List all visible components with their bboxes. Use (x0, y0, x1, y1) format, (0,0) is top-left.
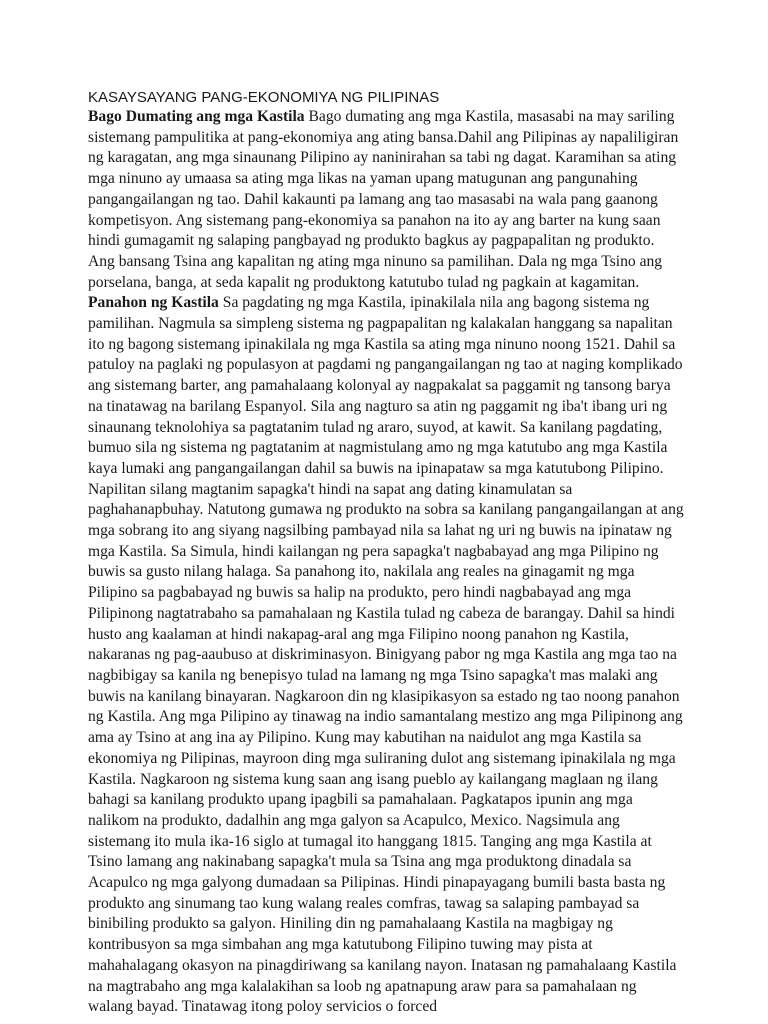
section-title-panahon-ng-kastila: Panahon ng Kastila (88, 294, 219, 312)
section-title-bago-dumating: Bago Dumating ang mga Kastila (88, 108, 305, 125)
document-body (88, 107, 684, 1018)
document-heading: KASAYSAYANG PANG-EKONOMIYA NG PILIPINAS (88, 89, 440, 106)
section-text-panahon-ng-kastila: Sa pagdating ng mga Kastila, ipinakilala nila ang bagong sistema ng pamilihan. Nagmula sa simpleng sistema ng pagpapalitan ng kalakalan hanggang sa napalitan ito ng bagong sistemang ipinakilala ng mga Kastila sa ating mga ninuno noong 1521. Dahil sa patuloy na paglaki ng populasyon at pagdami ng pangangailangan ng tao at naging komplikado ang sistemang barter, ang pamahalaang kolonyal ay nagpakalat sa paggamit ng tansong barya na tinatawag na barilang Espanyol. Sila ang nagturo sa atin ng paggamit ng iba't ibang uri ng sinaunang teknolohiya sa pagtatanim tulad ng araro, suyod, at kawit. Sa kanilang pagdating, bumuo sila ng sistema ng pagtatanim at nagmistulang amo ng mga katutubo ang mga Kastila kaya lumaki ang pangangailangan dahil sa buwis na ipinapataw sa mga katutubong Pilipino. Napilitan silang magtanim sapagka't hindi na sapat ang dating kinamulatan sa paghahanapbuhay. Natutong gumawa ng produkto na sobra sa kanilang pangangailangan at ang mga sobrang ito ang siyang nagsilbing pambayad nila sa lahat ng uri ng buwis na ipinataw ng mga Kastila. Sa Simula, hindi kailangan ng pera sapagka't nagbabayad ang mga Pilipino ng buwis sa gusto nilang halaga. Sa panahong ito, nakilala ang reales na ginagamit ng mga Pilipino sa pagbabayad ng buwis sa halip na produkto, pero hindi nagbabayad ang mga Pilipinong nagtatrabaho sa pamahalaan ng Kastila tulad ng cabeza de barangay. Dahil sa hindi husto ang kaalaman at hindi nakapag-aral ang mga Filipino noong panahon ng Kastila, nakaranas ng pag-aaubuso at diskriminasyon. Binigyang pabor ng mga Kastila ang mga tao na nagbibigay sa kanila ng benepisyo tulad na lamang ng mga Tsino sapagka't mas malaki ang buwis na kanilang binayaran. Nagkaroon din ng klasipikasyon sa estado ng tao noong panahon ng Kastila. Ang mga Pilipino ay tinawag na indio samantalang mestizo ang mga Pilipinong ang ama ay Tsino at ang ina ay Pilipino. Kung may kabutihan na naidulot ang mga Kastila sa ekonomiya ng Pilipinas, mayroon ding mga suliraning dulot ang sistemang ipinakilala ng mga Kastila. Nagkaroon ng sistema kung saan ang isang pueblo ay kailangang maglaan ng ilang bahagi sa kanilang produkto upang ipagbili sa pamahalaan. Pagkatapos ipunin ang mga nalikom na produkto, dadalhin ang mga galyon sa Acapulco, Mexico. Nagsimula ang sistemang ito mula ika-16 siglo at tumagal ito hanggang 1815. Tanging ang mga Kastila at Tsino lamang ang nakinabang sapagka't mula sa Tsina ang mga produktong dinadala sa Acapulco ng mga galyong dumadaan sa Pilipinas. Hindi pinapayagang bumili basta basta ng produkto ang sinumang tao kung walang reales comfras, tawag sa salaping pambayad sa binibiling produkto sa galyon. Hiniling din ng pamahalaang Kastila na magbigay ng kontribusyon sa mga simbahan ang mga katutubong Filipino tuwing may pista at mahahalagang okasyon na pinagdiriwang sa kanilang nayon. Inatasan ng pamahalaang Kastila na magtrabaho ang mga kalalakihan sa loob ng apatnapung araw para sa pamahalaan ng walang bayad. Tinatawag itong poloy servicios o forced (88, 294, 684, 1016)
section-text-bago-dumating: Bago dumating ang mga Kastila, masasabi na may sariling sistemang pampulitika at pang-ekonomiya ang ating bansa.Dahil ang Pilipinas ay napaliligiran ng karagatan, ang mga sinaunang Pilipino ay naninirahan sa tabi ng dagat. Karamihan sa ating mga ninuno ay umaasa sa ating mga likas na yaman upang matugunan ang pangunahing pangangailangan ng tao. Dahil kakaunti pa lamang ang tao masasabi na wala pang gaanong kompetisyon. Ang sistemang pang-ekonomiya sa panahon na ito ay ang barter na kung saan hindi gumagamit ng salaping pangbayad ng produkto bagkus ay pagpapalitan ng produkto. Ang bansang Tsina ang kapalitan ng ating mga ninuno sa pamilihan. Dala ng mga Tsino ang porselana, banga, at seda kapalit ng produktong katutubo tulad ng pagkain at kagamitan. (88, 108, 679, 291)
